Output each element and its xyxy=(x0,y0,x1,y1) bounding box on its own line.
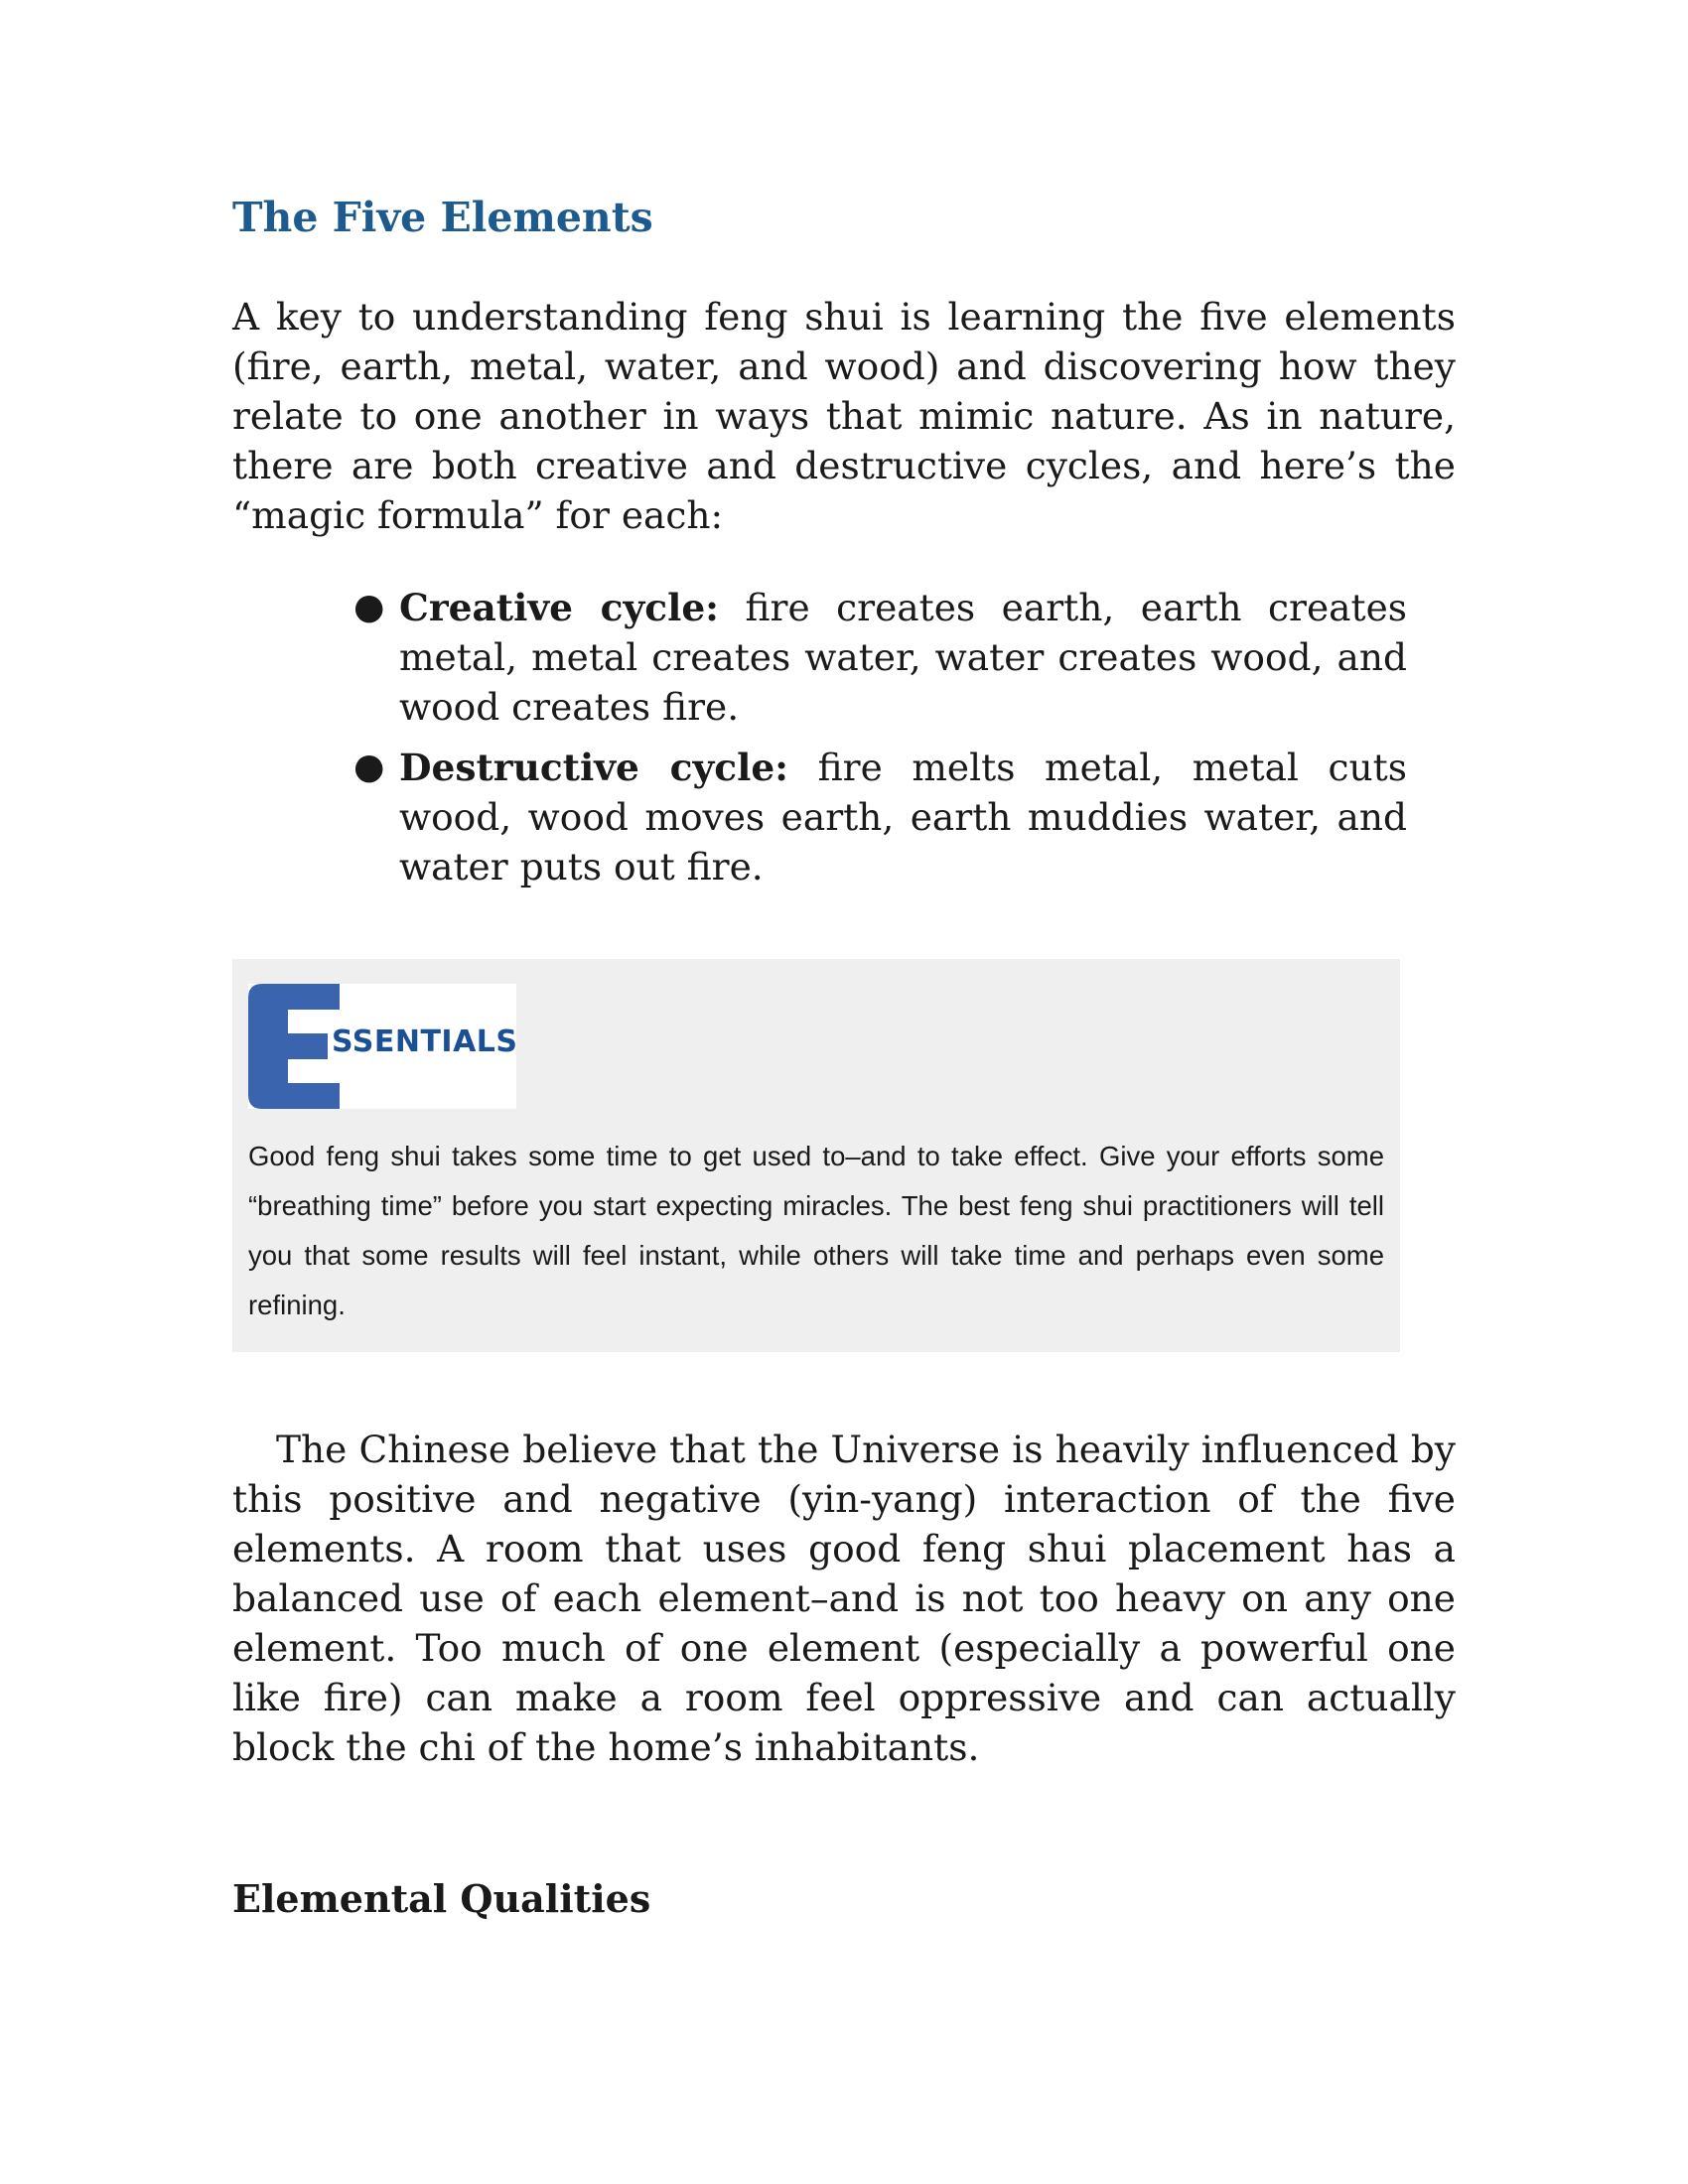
creative-cycle-label: Creative cycle: xyxy=(399,586,720,630)
bullet-icon: ● xyxy=(353,747,385,788)
destructive-cycle-text: fire melts metal, metal cuts wood, wood moves earth, earth muddies water, and water puts out fire. xyxy=(399,746,1407,889)
essentials-logo-text: SSENTIALS xyxy=(332,1024,518,1060)
cycle-list xyxy=(232,583,1407,891)
section-title: The Five Elements xyxy=(232,194,653,241)
chinese-belief-paragraph: The Chinese believe that the Universe is heavily influenced by this positive and negative (yin-yang) interaction of the five elements. A room that uses good feng shui placement has a balanced use of each element–and is not too heavy on any one element. Too much of one element (especially a powerful one like fire) can make a room feel oppressive and can actually block the chi of the home’s inhabitants. xyxy=(232,1428,1456,1770)
essentials-text: Good feng shui takes some time to get used to–and to take effect. Give your efforts some “breathing time” before you start expecting miracles. The best feng shui practitioners will tell you that some results will feel instant, while others will take time and perhaps even some refining. xyxy=(248,1141,1384,1321)
document-page xyxy=(232,194,1456,1922)
intro-paragraph: A key to understanding feng shui is learning the five elements (fire, earth, metal, water, and wood) and discovering how they relate to one another in ways that mimic nature. As in nature, there are both creative and destructive cycles, and here’s the “magic formula” for each: xyxy=(232,295,1456,538)
destructive-cycle-label: Destructive cycle: xyxy=(399,746,789,790)
creative-cycle-text: fire creates earth, earth creates metal, metal creates water, water creates wood, and wood creates fire. xyxy=(399,586,1408,730)
list-item-creative-cycle xyxy=(353,583,1408,732)
bullet-icon: ● xyxy=(353,587,385,628)
list-item-destructive-cycle xyxy=(353,743,1407,891)
essentials-callout xyxy=(232,959,1400,1352)
subsection-title: Elemental Qualities xyxy=(232,1876,651,1922)
essentials-logo xyxy=(248,984,516,1109)
